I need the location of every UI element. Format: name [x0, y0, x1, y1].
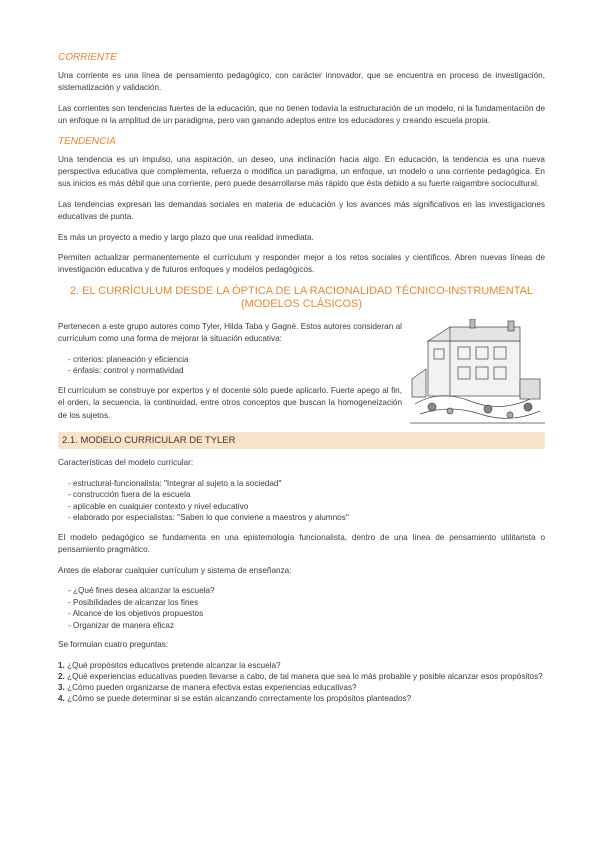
list-item: - Alcance de los objetivos propuestos — [68, 608, 545, 620]
list-item: - énfasis: control y normatividad — [68, 365, 402, 377]
tyler-aims-list — [58, 585, 545, 631]
curriculum-heading — [58, 285, 545, 311]
tyler-paragraph-3: Se formulan cuatro preguntas: — [58, 640, 169, 650]
tyler-heading: 2.1. MODELO CURRICULAR DE TYLER — [58, 432, 545, 449]
question-text: ¿Cómo pueden organizarse de manera efectiva estas experiencias educativas? — [67, 683, 357, 693]
corriente-title: CORRIENTE — [58, 52, 117, 63]
list-item: - Posibilidades de alcanzar los fines — [68, 597, 545, 609]
question-number: 4. — [58, 694, 65, 704]
curriculum-heading-line-1: 2. EL CURRÍCULUM DESDE LA ÓPTICA DE LA RACIONALIDAD TÉCNICO-INSTRUMENTAL — [69, 284, 534, 297]
list-item — [58, 693, 545, 704]
curriculum-heading-line-2: (MODELOS CLÁSICOS) — [240, 297, 363, 310]
corriente-paragraph-1: Una corriente es una línea de pensamiento pedagógico, con carácter innovador, que se encuentra en proceso de investigación, sistematización y validación. — [58, 71, 545, 93]
tendencia-paragraph-2: Las tendencias expresan las demandas sociales en materia de educación y los avances más significativos en las investigaciones educativas de punta. — [58, 199, 545, 222]
curriculum-paragraph-2: El currículum se construye por expertos y el docente sólo puede aplicarlo. Fuerte apego al fin, el orden, la secuencia, la continuidad, entre otros conceptos que buscan la homogeneización de los sujetos. — [58, 385, 402, 420]
tendencia-paragraph-4: Permiten actualizar permanentemente el currículum y responder mejor a los retos sociales y científicos. Abren nuevas líneas de investigación educativa y de futuros enfoques y modelos pedagógicos. — [58, 253, 545, 275]
curriculum-intro-block — [58, 321, 545, 430]
list-item — [58, 660, 545, 671]
tyler-paragraph-1: El modelo pedagógico se fundamenta en una epistemología funcionalista, dentro de una línea de pensamiento utilitarista o pensamiento pragmático. — [58, 532, 545, 555]
question-text: ¿Qué experiencias educativas pueden llevarse a cabo, de tal manera que sea lo más probable y posible alcanzar esos propósitos? — [67, 672, 543, 682]
list-item: - ¿Qué fines desea alcanzar la escuela? — [68, 585, 545, 597]
list-item: - criterios: planeación y eficiencia — [68, 354, 402, 366]
tyler-characteristics-list — [58, 478, 545, 524]
list-item — [58, 682, 545, 693]
document-page — [58, 52, 545, 705]
question-number: 1. — [58, 660, 65, 670]
corriente-paragraph-2: Las corrientes son tendencias fuertes de la educación, que no tienen todavía la estructuración de un modelo, ni la fundamentación de un enfoque ni la amplitud de un paradigma, pero van ganando adeptos entre los educadores y creando escuela propia. — [58, 103, 545, 126]
tyler-questions-list — [58, 660, 545, 705]
list-item: - aplicable en cualquier contexto y nivel educativo — [68, 501, 545, 513]
question-number: 2. — [58, 672, 65, 682]
question-text: ¿Cómo se puede determinar si se están alcanzando correctamente los propósitos planteados? — [67, 694, 412, 704]
tyler-intro: Características del modelo curricular: — [58, 458, 194, 468]
list-item: - Organizar de manera eficaz — [68, 620, 545, 632]
tendencia-paragraph-3: Es más un proyecto a medio y largo plazo que una realidad inmediata. — [58, 232, 314, 242]
question-number: 3. — [58, 683, 65, 693]
tendencia-title: TENDENCIA — [58, 135, 116, 147]
list-item: - estructural-funcionalista: "Integrar al sujeto a la sociedad" — [68, 478, 545, 490]
curriculum-paragraph-1: Pertenecen a este grupo autores como Tyler, Hilda Taba y Gagné. Estos autores consideran al currículum como una forma de mejorar la situación educativa: — [58, 321, 402, 344]
tyler-paragraph-2: Antes de elaborar cualquier currículum y sistema de enseñanza: — [58, 565, 292, 575]
tendencia-paragraph-1: Una tendencia es un impulso, una aspiración, un deseo, una inclinación hacia algo. En educación, la tendencia es una nueva perspectiva educativa que complementa, refuerza o modifica un paradigma, un enfoque, un modelo o una corriente pedagógica. En sus inicios es más débil que una corriente, pero puede desarrollarse más rápido que ésta debido a su fuerte raigambre sociocultural. — [58, 154, 545, 189]
school-factory-illustration — [410, 319, 545, 429]
list-item: - elaborado por especialistas: "Saben lo que conviene a maestros y alumnos" — [68, 512, 545, 524]
list-item: - construcción fuera de la escuela — [68, 489, 545, 501]
question-text: ¿Qué propósitos educativos pretende alcanzar la escuela? — [67, 660, 281, 670]
list-item — [58, 671, 545, 682]
curriculum-bullet-list — [58, 354, 402, 377]
